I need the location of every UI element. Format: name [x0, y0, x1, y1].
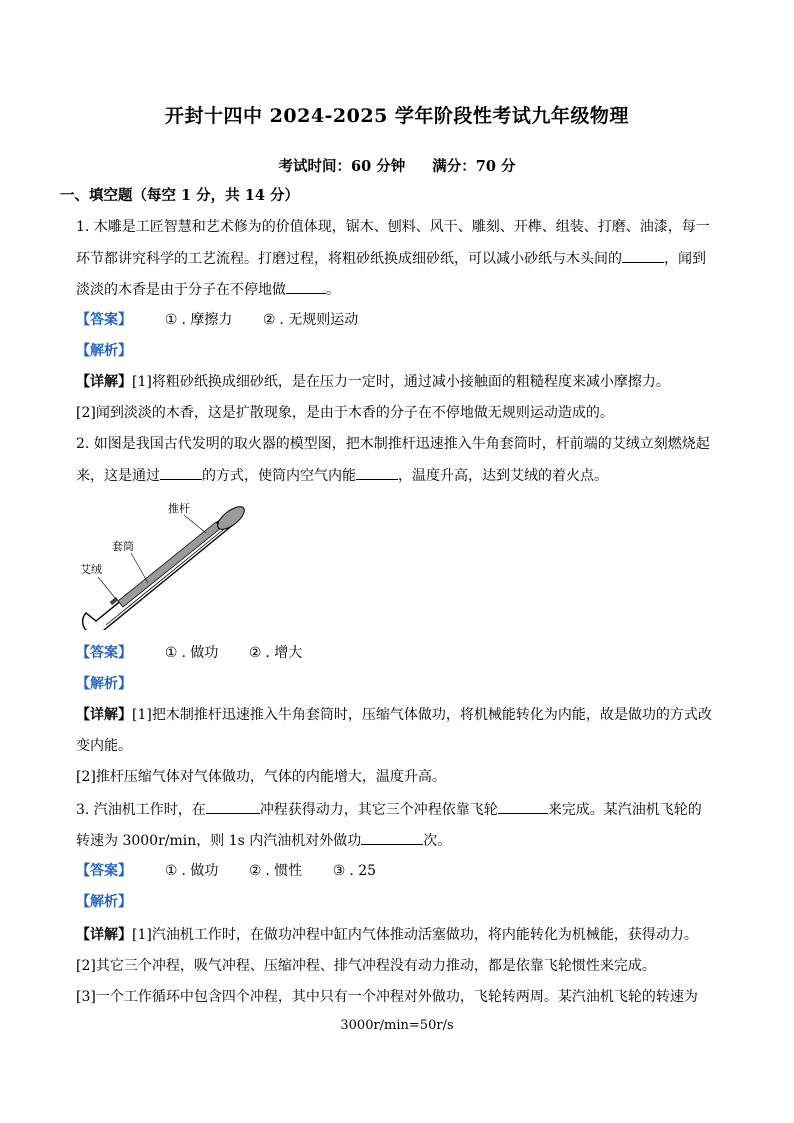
- q3-answer: 【答案】 ① . 做功 ② . 惯性 ③ . 25: [76, 863, 377, 879]
- q3-text-line1: 3. 汽油机工作时，在 冲程获得动力，其它三个冲程依靠飞轮 来完成。某汽油机飞轮的: [76, 799, 720, 820]
- push-rod-handle: [214, 503, 248, 534]
- exam-info: [0, 155, 794, 176]
- exam-score: 满分：70 分: [432, 158, 516, 175]
- q2-text-line1: 2. 如图是我国古代发明的取火器的模型图，把木制推杆迅速推入牛角套筒时，杆前端的艾绒立刻燃烧起: [76, 436, 710, 452]
- q3-answer-1: ① . 做功: [164, 863, 219, 879]
- fire-piston-figure: [76, 495, 256, 630]
- push-rod: [118, 522, 221, 607]
- section-heading: 一、填空题（每空 1 分，共 14 分）: [60, 187, 299, 204]
- q1-blank-2: [286, 279, 326, 294]
- q3-detail-2: [2]其它三个冲程，吸气冲程、压缩冲程、排气冲程没有动力推动，都是依靠飞轮惯性来完成。: [76, 958, 656, 974]
- q2-analysis-tag: 【解析】: [76, 676, 132, 692]
- q3-blank-1: [206, 799, 260, 814]
- q1-text-line3b: 。: [326, 282, 340, 298]
- q1-text-line3: [76, 279, 720, 300]
- label-push-rod: 推杆: [168, 502, 190, 515]
- q2-blank-2: [356, 465, 398, 480]
- q3-answer-2: ② . 惯性: [248, 863, 303, 879]
- exam-time: 考试时间：60 分钟: [278, 158, 406, 175]
- q2-blank-1: [160, 465, 202, 480]
- q3-blank-2: [498, 799, 548, 814]
- q1-text-line3a: 淡淡的木香是由于分子在不停地做: [76, 282, 286, 298]
- q1-detail-2: [2]闻到淡淡的木香，这是扩散现象，是由于木香的分子在不停地做无规则运动造成的。: [76, 405, 614, 421]
- q2-detail-1-cont: 变内能。: [76, 738, 132, 754]
- analysis-tag: 【解析】: [76, 343, 132, 359]
- q1-text-line2a: 环节都讲究科学的工艺流程。打磨过程，将粗砂纸换成细砂纸，可以减小砂纸与木头间的: [76, 251, 622, 267]
- q1-detail-1: 【详解】[1]将粗砂纸换成细砂纸，是在压力一定时，通过减小接触面的粗糙程度来减小摩擦力。: [76, 374, 670, 390]
- q1-blank-1: [622, 248, 664, 263]
- leader-push-rod: [184, 515, 206, 533]
- q3-blank-3: [361, 830, 423, 845]
- q1-text-line2b: ，闻到: [664, 251, 706, 267]
- answer-tag: 【答案】: [76, 312, 132, 328]
- q2-detail-1: 【详解】[1]把木制推杆迅速推入牛角套筒时，压缩气体做功，将机械能转化为内能，故是做功的方式改: [76, 707, 712, 723]
- leader-moxa: [98, 577, 116, 599]
- q2-answer: 【答案】 ① . 做功 ② . 增大: [76, 645, 303, 661]
- q3-answer-3: ③ . 25: [332, 863, 377, 879]
- q1-answer-2: ② . 无规则运动: [262, 312, 359, 328]
- detail-tag: 【详解】: [76, 374, 132, 390]
- q3-formula: 3000r/min=50r/s: [340, 1018, 454, 1033]
- q2-answer-2: ② . 增大: [248, 645, 303, 661]
- label-moxa: 艾绒: [80, 563, 102, 576]
- page-title: 开封十四中 2024-2025 学年阶段性考试九年级物理: [165, 105, 629, 127]
- leader-sleeve: [131, 553, 148, 583]
- q1-text-line2: [76, 248, 720, 269]
- q3-text-line2: 转速为 3000r/min，则 1s 内汽油机对外做功 次。: [76, 830, 720, 851]
- q1-text-line1: 1. 木雕是工匠智慧和艺术修为的价值体现，锯木、刨料、风干、雕刻、开榫、组装、打磨、油漆，每一: [76, 219, 710, 235]
- q3-analysis-tag: 【解析】: [76, 894, 132, 910]
- q1-answer-1: ① . 摩擦力: [164, 312, 233, 328]
- q2-text-line2: 来，这是通过 的方式，使筒内空气内能 ，温度升高，达到艾绒的着火点。: [76, 465, 720, 486]
- q2-detail-2: [2]推杆压缩气体对气体做功，气体的内能增大，温度升高。: [76, 769, 446, 785]
- q1-answer: [76, 310, 720, 330]
- label-sleeve: 套筒: [112, 540, 134, 553]
- q2-answer-1: ① . 做功: [164, 645, 219, 661]
- q3-detail-3: [3]一个工作循环中包含四个冲程，其中只有一个冲程对外做功，飞轮转两周。某汽油机飞轮的转速为: [76, 989, 698, 1005]
- q3-detail-1: 【详解】[1]汽油机工作时，在做功冲程中缸内气体推动活塞做功，将内能转化为机械能，获得动力。: [76, 927, 698, 943]
